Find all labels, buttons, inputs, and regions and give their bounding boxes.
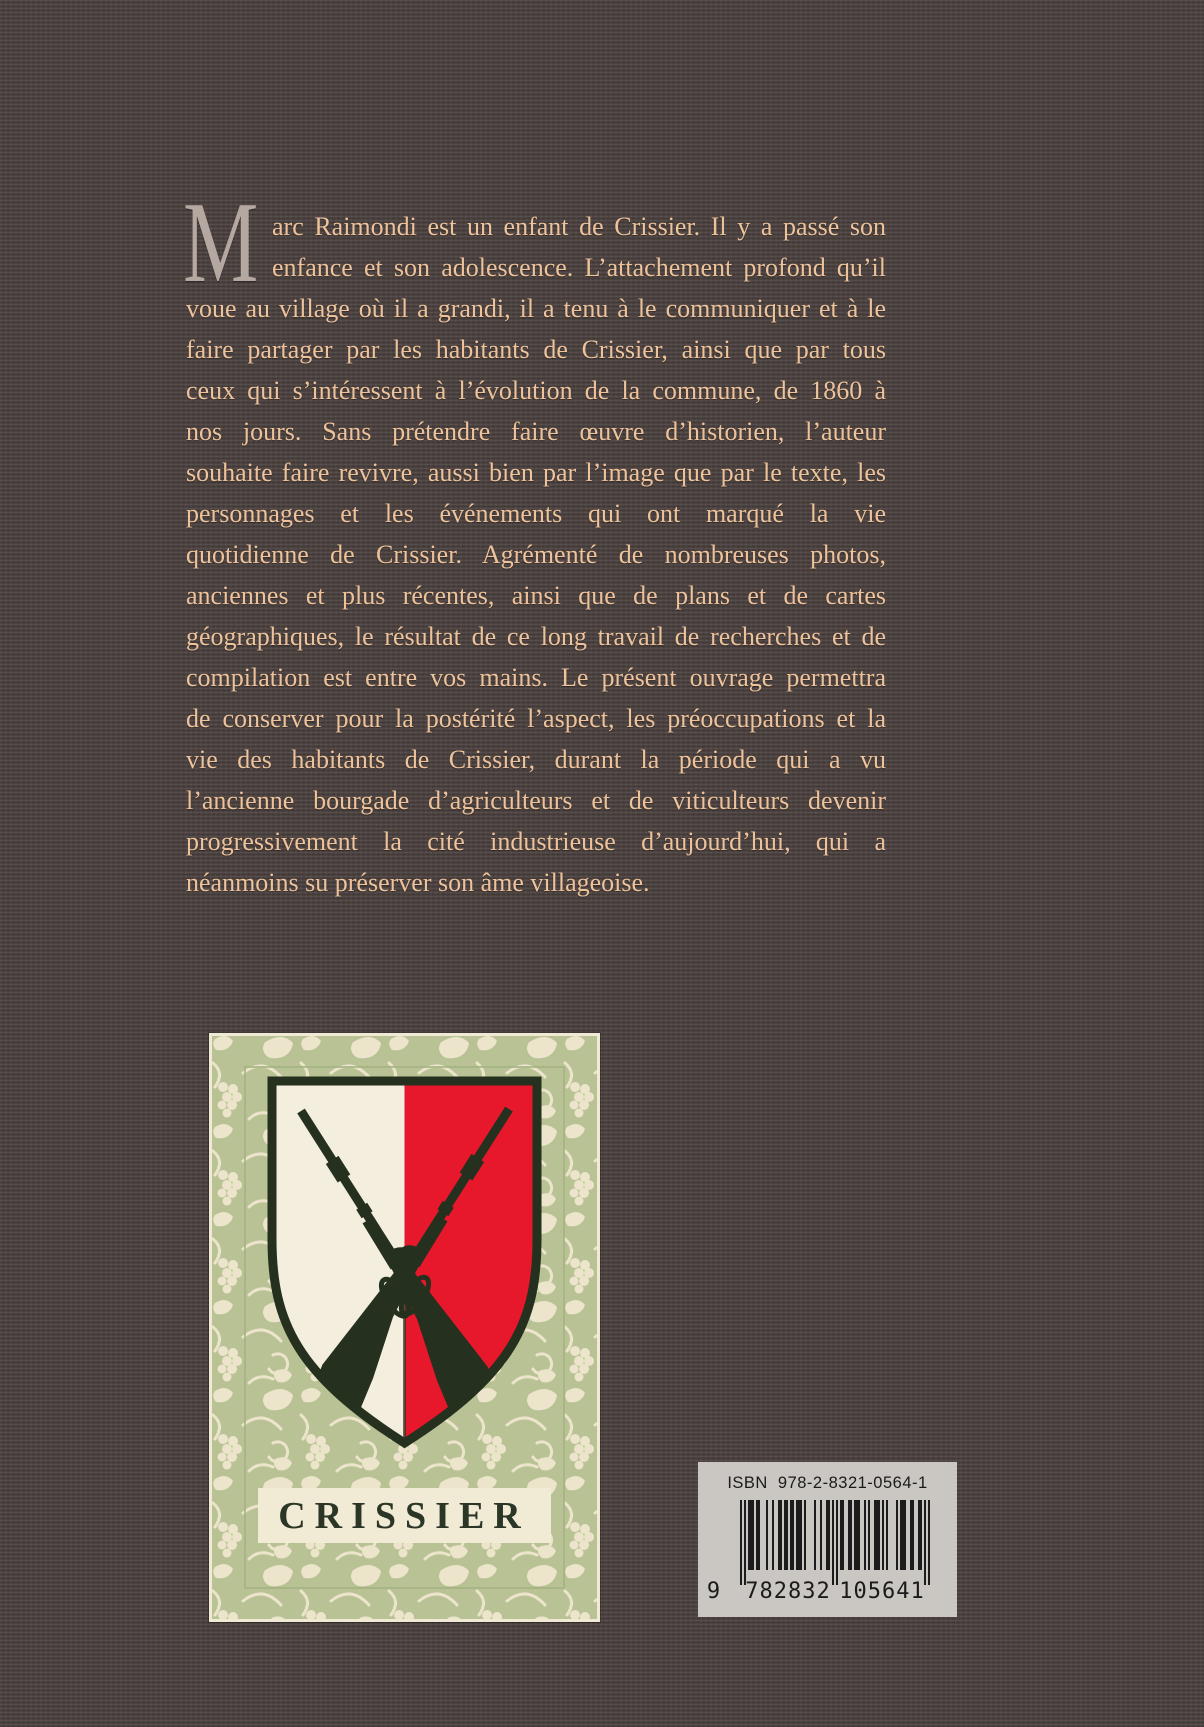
blurb-line-2: enfance et son adolescence. L’attachement profond qu’il [272, 253, 886, 282]
blurb-line-8: personnages et les événements qui ont marqué la vie [186, 499, 886, 528]
crest-label [258, 1488, 551, 1543]
blurb-line-16: progressivement la cité industrieuse d’aujourd’hui, qui a [186, 827, 886, 856]
blurb-line-9: quotidienne de Crissier. Agrémenté de nombreuses photos, [186, 540, 886, 569]
crissier-coat-of-arms [209, 1033, 600, 1622]
blurb-line-13: de conserver pour la postérité l’aspect, les préoccupations et la [186, 704, 886, 733]
ean13-barcode [698, 1498, 957, 1612]
blurb-line-12: compilation est entre vos mains. Le présent ouvrage permettra [186, 663, 886, 692]
blurb-line-17: néanmoins su préserver son âme villageoise. [186, 868, 650, 897]
dropcap-letter: M [183, 179, 259, 307]
back-cover-blurb [183, 179, 886, 903]
blurb-line-3: voue au village où il a grandi, il a tenu à le communiquer et à le [186, 294, 886, 323]
blurb-line-14: vie des habitants de Crissier, durant la période qui a vu [186, 745, 886, 774]
blurb-line-6: nos jours. Sans prétendre faire œuvre d’historien, l’auteur [186, 417, 886, 446]
blurb-line-7: souhaite faire revivre, aussi bien par l’image que par le texte, les [186, 458, 886, 487]
barcode-digits-group-3: 105641 [839, 1579, 925, 1604]
dropcap [183, 179, 272, 307]
barcode-digits-group-2: 782832 [745, 1579, 831, 1604]
blurb-line-1: arc Raimondi est un enfant de Crissier. Il y a passé son [272, 212, 886, 241]
blurb-line-5: ceux qui s’intéressent à l’évolution de la commune, de 1860 à [186, 376, 886, 405]
isbn-number: ISBN 978-2-8321-0564-1 [727, 1474, 928, 1492]
coat-of-arms-graphic [209, 1033, 600, 1622]
barcode-digits-group-1: 9 [706, 1579, 722, 1604]
blurb-line-11: géographiques, le résultat de ce long travail de recherches et de [186, 622, 886, 651]
isbn-barcode-panel [698, 1462, 957, 1617]
blurb-line-4: faire partager par les habitants de Crissier, ainsi que par tous [186, 335, 886, 364]
blurb-line-15: l’ancienne bourgade d’agriculteurs et de viticulteurs devenir [186, 786, 886, 815]
blurb-line-10: anciennes et plus récentes, ainsi que de plans et de cartes [186, 581, 886, 610]
crest-label-text: CRISSIER [278, 1495, 530, 1537]
